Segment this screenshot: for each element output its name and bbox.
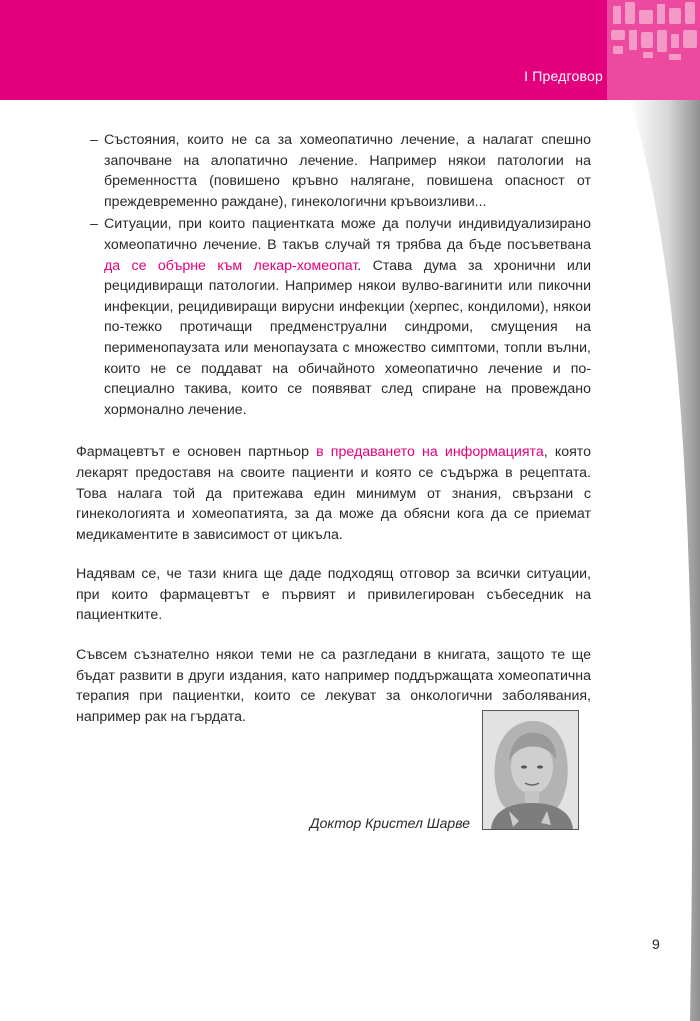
- list-item: [76, 214, 591, 420]
- paragraph-pharmacist: [76, 442, 591, 545]
- bullet-text-after: . Става дума за хронични или рецидивиращи патологии. Например някои вулво-вагинити или пикочни инфекции, рецидивиращи вирусни инфекции (херпес, кондиломи), някои по-тежко протичащи предменструални синдроми, смущения на перименопаузата или менопаузата с множество симптоми, топли вълни, които не се поддават на обичайното хомеопатично лечение и по-специално такива, които се появяват след спиране на провеждано хормонално лечение.: [104, 257, 592, 418]
- bullet-dash: –: [90, 132, 98, 148]
- header-bar: [0, 0, 700, 100]
- author-photo: [482, 710, 579, 830]
- highlighted-phrase: в предаването на информацията: [316, 444, 544, 461]
- page-content: [76, 130, 591, 727]
- author-signature: Доктор Кристел Шарве: [309, 815, 470, 831]
- page-edge-shading: [620, 100, 700, 1021]
- highlighted-phrase: да се обърне към лекар-хомеопат: [104, 257, 358, 274]
- paragraph-text-before: Фармацевтът е основен партньор: [76, 444, 317, 461]
- cosmetics-pattern-icon: [607, 0, 700, 100]
- bullet-text: Състояния, които не са за хомеопатично лечение, а налагат спешно започване на алопатично лечение. Например някои патологии на бременността (повишено кръвно налягане, повишена опасност от преждевременно раждане), гинекологични кръвоизливи...: [104, 132, 591, 210]
- bullet-text-before: Ситуации, при които пациентката може да получи индивидуализирано хомеопатично лечение. В такъв случай тя трябва да бъде посъветвана: [104, 216, 591, 253]
- page-number: 9: [652, 936, 660, 952]
- author-portrait-icon: [483, 711, 578, 829]
- bullet-dash: –: [90, 216, 98, 233]
- section-label: I Предговор: [524, 68, 603, 84]
- list-item: [76, 130, 591, 212]
- paragraph-hope: Надявам се, че тази книга ще даде подходящ отговор за всички ситуации, при които фармацевтът е първият и привилегирован събеседник на пациентките.: [76, 566, 591, 624]
- decorative-pattern: [607, 0, 700, 100]
- bullet-list: [76, 130, 591, 420]
- paragraph-other-topics: Съвсем съзнателно някои теми не са разгледани в книгата, защото те ще бъдат развити в други издания, като например поддържащата хомеопатична терапия при пациентки, които се лекуват за онкологични заболявания, например рак на гърдата.: [76, 647, 591, 725]
- paragraph-text-after: , която лекарят предоставя на своите пациенти и която се съдържа в рецептата. Това налага той да притежава един минимум от знания, свързани с гинекологията и хомеопатията, за да може да обясни кога да се приемат медикаментите в зависимост от цикъла.: [76, 444, 591, 543]
